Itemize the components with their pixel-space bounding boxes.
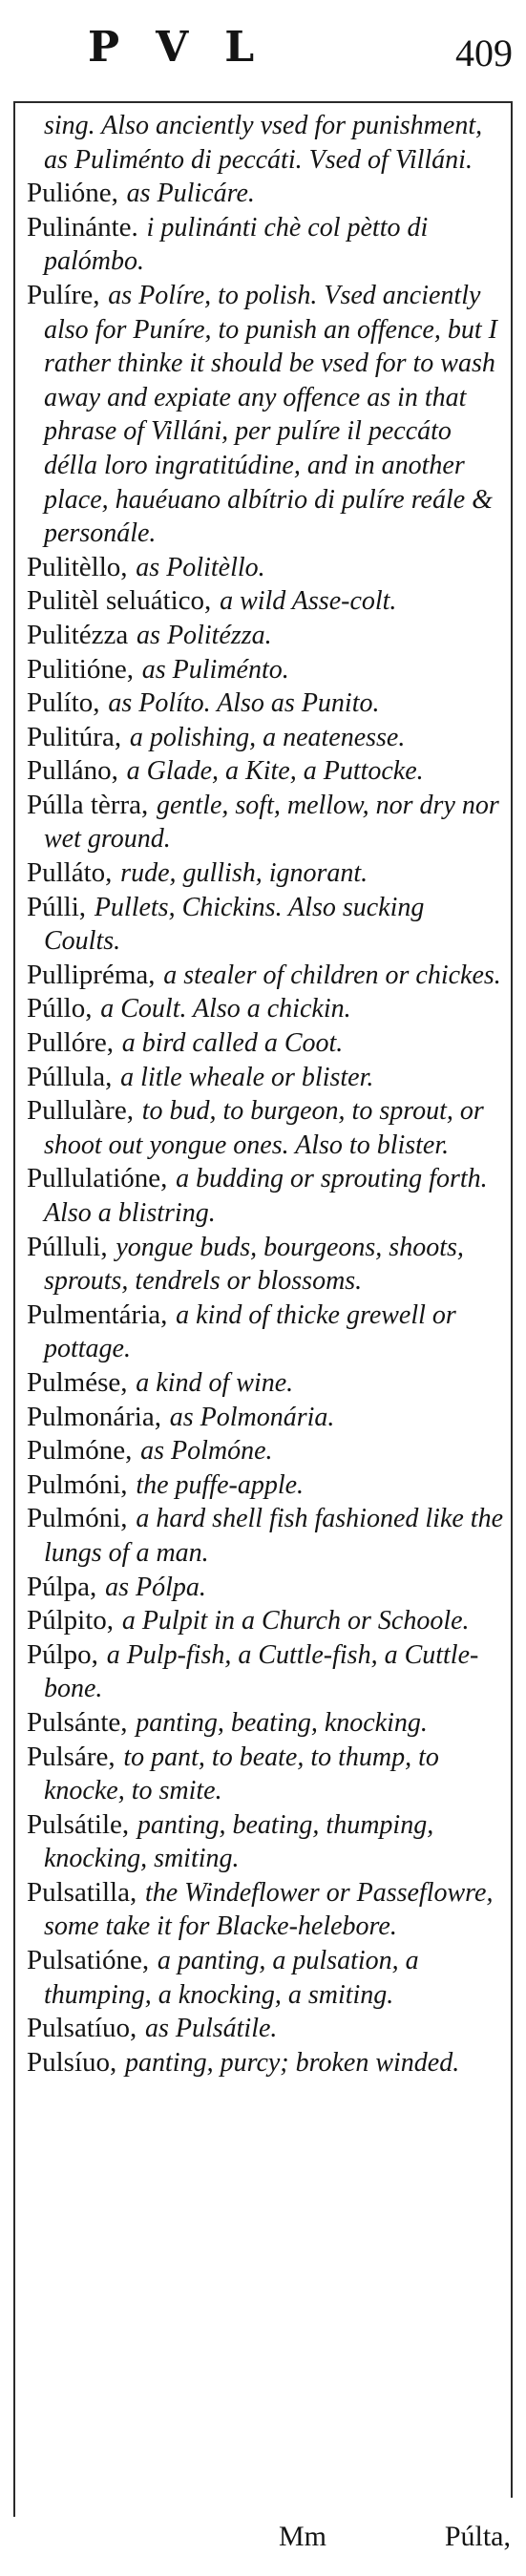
running-head: PVL (88, 23, 291, 72)
entry-definition: gentle, soft, mellow, nor dry nor wet ground. (44, 790, 499, 855)
dictionary-entry (27, 856, 506, 891)
entry-headword: Pullóre, (27, 1027, 115, 1059)
entry-definition: as Pulsátile. (144, 2014, 278, 2044)
entry-headword: Pulsíuo, (27, 2046, 117, 2078)
dictionary-entry (27, 2046, 506, 2080)
page-number: 409 (455, 32, 513, 74)
entry-headword: Púllo, (27, 993, 93, 1024)
page-header (0, 17, 526, 103)
entry-definition: a Coult. Also a chickin. (100, 994, 351, 1024)
entry-headword: Pulsatíuo, (27, 2013, 137, 2044)
dictionary-entry (27, 1741, 506, 1808)
dictionary-entry (27, 619, 506, 653)
entry-headword: Pullulatióne, (27, 1163, 168, 1194)
entry-headword: Pulmóni, (27, 1468, 128, 1500)
entry-definition: as Polmonária. (169, 1402, 335, 1432)
entry-definition: panting, purcy; broken winded. (125, 2047, 460, 2078)
entry-definition: as Politèllo. (136, 552, 265, 582)
entry-definition: as Pulicáre. (126, 179, 255, 209)
catchword: Púlta, (444, 2521, 511, 2552)
dictionary-entry (27, 1434, 506, 1468)
entry-headword: Pulitióne, (27, 653, 134, 685)
page-footer (0, 2521, 526, 2568)
entry-headword: Pulsátile, (27, 1808, 130, 1840)
entry-headword: Púlpito, (27, 1605, 115, 1636)
entry-headword: Pulitézza (27, 619, 129, 650)
entry-headword: Pulíre, (27, 279, 100, 310)
entry-definition: as Polmóne. (140, 1436, 273, 1467)
entry-definition: i pulinánti chè col pètto di palómbo. (44, 212, 429, 277)
entry-headword: Pullulàre, (27, 1095, 134, 1127)
entry-headword: Púlluli, (27, 1231, 108, 1262)
entry-definition: the Windeflower or Passeflowre, some take it for Blacke-helebore. (44, 1877, 494, 1942)
entry-headword: Pulsánte, (27, 1706, 128, 1738)
right-column-rule (511, 101, 513, 2498)
dictionary-entry (27, 551, 506, 585)
entry-headword: Pulíto, (27, 687, 100, 719)
dictionary-entry (27, 1162, 506, 1230)
dictionary-entry (27, 1638, 506, 1706)
dictionary-entry (27, 1604, 506, 1638)
dictionary-entry (27, 1876, 506, 1944)
entry-definition: a Pulpit in a Church or Schoole. (121, 1606, 470, 1636)
left-column-rule (13, 101, 15, 2517)
entry-headword: Pulmése, (27, 1366, 128, 1398)
signature-mark: Mm (279, 2521, 327, 2552)
dictionary-entry (27, 891, 506, 959)
entry-headword: Púlpa, (27, 1571, 97, 1602)
entry-headword: Púllula, (27, 1061, 113, 1092)
entry-headword: Pulmentária, (27, 1299, 168, 1330)
entry-definition: Pullets, Chickins. Also sucking Coults. (44, 892, 425, 957)
dictionary-entry (27, 584, 506, 619)
entry-headword: Pulinánte. (27, 211, 138, 243)
dictionary-entry (27, 1061, 506, 1095)
entry-definition: a kind of wine. (136, 1367, 294, 1398)
dictionary-entry (27, 109, 506, 177)
entry-column (27, 109, 506, 2080)
entry-definition: as Pólpa. (105, 1572, 206, 1602)
dictionary-entry (27, 1026, 506, 1061)
dictionary-entry (27, 686, 506, 721)
entry-headword: Pulláto, (27, 857, 113, 889)
entry-definition: a stealer of children or chickes. (163, 960, 501, 990)
dictionary-entry (27, 279, 506, 551)
dictionary-entry (27, 2012, 506, 2046)
entry-headword: Pulmonária, (27, 1401, 161, 1432)
entry-headword: Pulsáre, (27, 1741, 116, 1772)
entry-definition: a polishing, a neatenesse. (129, 722, 406, 752)
dictionary-entry (27, 1944, 506, 2012)
entry-definition: rude, gullish, ignorant. (120, 858, 368, 889)
entry-definition: a budding or sprouting forth. Also a blistring. (44, 1164, 488, 1228)
entry-definition: as Políto. Also as Punito. (108, 688, 380, 719)
entry-headword: Pulmóni, (27, 1503, 128, 1534)
dictionary-entry (27, 1571, 506, 1605)
entry-definition: to bud, to burgeon, to sprout, or shoot out yongue ones. Also to blister. (44, 1096, 484, 1160)
entry-definition: panting, beating, thumping, knocking, smiting. (44, 1809, 434, 1874)
dictionary-entry (27, 721, 506, 755)
entry-headword: Pullipréma, (27, 959, 156, 990)
entry-definition: a wild Asse-colt. (220, 586, 397, 617)
entry-definition: a Pulp-fish, a Cuttle-fish, a Cuttle-bone. (44, 1639, 479, 1704)
entry-definition: panting, beating, knocking. (136, 1707, 428, 1738)
dictionary-entry (27, 653, 506, 687)
dictionary-entry (27, 1808, 506, 1876)
entry-definition: as Politézza. (137, 620, 272, 650)
entry-definition: a kind of thicke grewell or pottage. (44, 1299, 456, 1364)
entry-headword: Pulióne, (27, 178, 118, 209)
header-rule (13, 101, 513, 103)
dictionary-entry (27, 754, 506, 789)
entry-headword: Pulitèl seluático, (27, 585, 212, 617)
entry-definition: a panting, a pulsation, a thumping, a knocking, a smiting. (44, 1946, 419, 2010)
dictionary-entry (27, 1231, 506, 1299)
dictionary-entry (27, 177, 506, 211)
entry-definition: a Glade, a Kite, a Puttocke. (126, 756, 424, 787)
dictionary-entry (27, 1366, 506, 1401)
dictionary-entry (27, 1299, 506, 1366)
entry-headword: Pulsatilla, (27, 1876, 137, 1908)
entry-headword: Pulitèllo, (27, 551, 128, 582)
dictionary-entry (27, 1502, 506, 1570)
dictionary-entry (27, 1401, 506, 1435)
dictionary-entry (27, 1094, 506, 1162)
entry-headword: Pulmóne, (27, 1435, 133, 1467)
entry-definition: a hard shell fish fashioned like the lungs of a man. (44, 1504, 504, 1568)
entry-definition: a litle wheale or blister. (120, 1062, 374, 1092)
entry-definition: a bird called a Coot. (121, 1028, 344, 1059)
entry-headword: Púlli, (27, 891, 87, 922)
dictionary-entry (27, 1706, 506, 1741)
entry-definition: yongue buds, bourgeons, shoots, sprouts, tendrels or blossoms. (44, 1232, 464, 1297)
entry-headword: Pulitúra, (27, 721, 122, 752)
dictionary-entry (27, 211, 506, 279)
entry-definition: to pant, to beate, to thump, to knocke, to smite. (44, 1742, 439, 1806)
entry-definition: the puffe-apple. (136, 1469, 305, 1500)
entry-definition: as Políre, to polish. Vsed anciently also for Puníre, to punish an offence, but I rather thinke it should be vsed for to wash away and expiate any offence as in that phrase of Villáni, per pulíre il peccáto délla loro ingratitúdine, and in another place, hauéuano albítrio di pulíre reále & personále. (44, 280, 497, 549)
entry-headword: Púlla tèrra, (27, 789, 149, 820)
entry-definition: sing. Also anciently vsed for punishment, as Puliménto di peccáti. Vsed of Villáni. (44, 111, 483, 175)
entry-headword: Pulsatióne, (27, 1945, 150, 1976)
dictionary-entry (27, 1468, 506, 1503)
dictionary-entry (27, 992, 506, 1026)
entry-definition: as Puliménto. (141, 654, 289, 685)
dictionary-entry (27, 789, 506, 856)
dictionary-entry (27, 959, 506, 993)
entry-headword: Pulláno, (27, 755, 118, 787)
entry-headword: Púlpo, (27, 1638, 98, 1670)
